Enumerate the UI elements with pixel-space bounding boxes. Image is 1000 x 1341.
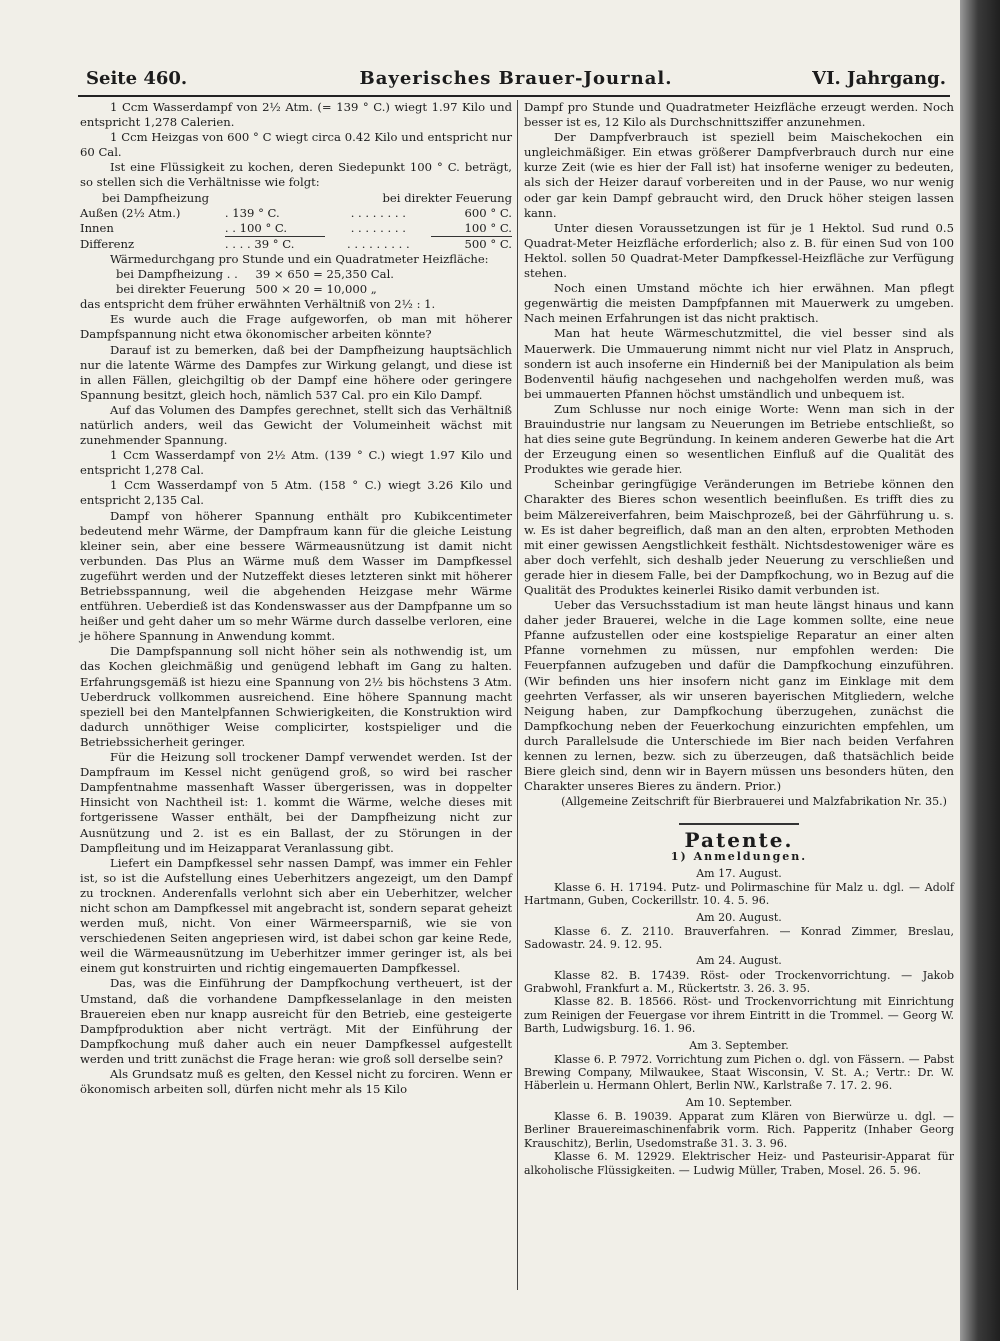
patent-date: Am 17. August. bbox=[696, 866, 782, 880]
page-number: Seite 460. bbox=[86, 68, 188, 89]
patent-date: Am 3. September. bbox=[689, 1038, 789, 1052]
paragraph: 1 Ccm Wasserdampf von 2½ Atm. (139 ° C.) wiegt 1.97 Kilo und entspricht 1,278 Cal. bbox=[80, 448, 512, 478]
fire-value: 600 ° C. bbox=[464, 205, 512, 220]
left-column bbox=[80, 100, 512, 1097]
paragraph: Der Dampfverbrauch ist speziell beim Maischekochen ein ungleichmäßiger. Ein etwas größerer Dampfverbrauch durch nur eine kurze Zeit (wie es hier der Fall ist) hat insoferne weniger zu bedeuten, als sich der Heizer darauf vorbereiten und in der Pause, wo nur wenig oder gar kein Dampf gebraucht wird, den Druck höher steigen lassen kann. bbox=[524, 130, 954, 220]
header-rule bbox=[78, 95, 950, 97]
patent-entry: Klasse 6. B. 19039. Apparat zum Klären von Bierwürze u. dgl. — Berliner Brauereimaschinenfabrik vorm. Rich. Papperitz (Inhaber Georg Krauschitz), Berlin, Usedomstraße 31. 3. 3. 96. bbox=[524, 1109, 954, 1150]
equation-label: bei Dampfheizung . . bbox=[116, 267, 238, 282]
page-edge-shadow bbox=[960, 0, 1000, 1341]
section-separator bbox=[679, 823, 799, 825]
table-row bbox=[80, 236, 512, 252]
patent-date: Am 10. September. bbox=[685, 1095, 793, 1109]
temperature-table bbox=[80, 191, 512, 252]
paragraph: Es wurde auch die Frage aufgeworfen, ob man mit höherer Dampfspannung nicht etwa ökonomischer arbeiten könnte? bbox=[80, 312, 512, 342]
paragraph: Darauf ist zu bemerken, daß bei der Dampfheizung hauptsächlich nur die latente Wärme des Dampfes zur Wirkung gelangt, und diese ist in allen Fällen, gleichgiltig ob der Dampf eine höhere oder geringere Spannung besitzt, gleich hoch, nämlich 537 Cal. pro ein Kilo Dampf. bbox=[80, 342, 512, 402]
patente-heading: Patente. bbox=[684, 828, 794, 853]
journal-title: Bayerisches Brauer-Journal. bbox=[359, 68, 673, 89]
paragraph: Liefert ein Dampfkessel sehr nassen Dampf, was immer ein Fehler ist, so ist die Aufstellung eines Ueberhitzers angezeigt, um den Dampf zu trocknen. Anderenfalls verlohnt sich aber ein Ueberhitzer, welcher nicht schon am Dampfkessel mit angebracht ist, sondern separat geheizt werden muß, nicht. Von einer Wärmeersparniß, wie sie von verschiedenen Seiten angepriesen wird, ist dabei schon gar keine Rede, weil die Wärmeausnützung im Ueberhitzer immer geringer ist, als bei einem gut konstruirten und richtig eingemauerten Dampfkessel. bbox=[80, 855, 512, 976]
volume-label: VI. Jahrgang. bbox=[812, 68, 946, 89]
table-row bbox=[80, 206, 512, 221]
equation-value: 39 × 650 = 25,350 Cal. bbox=[255, 267, 394, 282]
paragraph: 1 Ccm Heizgas von 600 ° C wiegt circa 0.42 Kilo und entspricht nur 60 Cal. bbox=[80, 130, 512, 160]
paragraph: Dampf pro Stunde und Quadratmeter Heizfläche erzeugt werden. Noch besser ist es, 12 Kilo als Durchschnittsziffer anzunehmen. bbox=[524, 100, 954, 130]
paragraph: das entspricht dem früher erwähnten Verhältniß von 2½ : 1. bbox=[80, 297, 436, 312]
patent-entry: Klasse 6. Z. 2110. Brauverfahren. — Konrad Zimmer, Breslau, Sadowastr. 24. 9. 12. 95. bbox=[524, 924, 954, 951]
paragraph: Die Dampfspannung soll nicht höher sein als nothwendig ist, um das Kochen gleichmäßig und genügend lebhaft im Gang zu halten. Erfahrungsgemäß ist hiezu eine Spannung von 2½ bis höchstens 3 Atm. Ueberdruck vollkommen ausreichend. Eine höhere Spannung macht speziell bei den Mantelpfannen Schwierigkeiten, die Konstruktion wird dadurch unnöthiger Weise complicirter, kostspieliger und die Betriebssicherheit geringer. bbox=[80, 644, 512, 749]
paragraph: Noch einen Umstand möchte ich hier erwähnen. Man pflegt gegenwärtig die meisten Dampfpfannen mit Mauerwerk zu umgeben. Nach meinen Erfahrungen ist das nicht praktisch. bbox=[524, 281, 954, 326]
steam-value: . . . . 39 ° C. bbox=[224, 236, 295, 251]
paragraph: Als Grundsatz muß es gelten, den Kessel nicht zu forciren. Wenn er ökonomisch arbeiten soll, dürfen nicht mehr als 15 Kilo bbox=[80, 1067, 512, 1097]
paragraph: 1 Ccm Wasserdampf von 2½ Atm. (= 139 ° C.) wiegt 1.97 Kilo und entspricht 1,278 Calerien. bbox=[80, 100, 512, 130]
paragraph: Ist eine Flüssigkeit zu kochen, deren Siedepunkt 100 ° C. beträgt, so stellen sich die Verhältnisse wie folgt: bbox=[80, 160, 512, 190]
page-header bbox=[86, 68, 946, 96]
patent-date: Am 20. August. bbox=[696, 910, 782, 924]
fire-value: 500 ° C. bbox=[464, 236, 512, 251]
steam-value: . . 100 ° C. bbox=[225, 221, 325, 237]
patent-entry: Klasse 6. H. 17194. Putz- und Polirmaschine für Malz u. dgl. — Adolf Hartmann, Guben, Cockerillstr. 10. 4. 5. 96. bbox=[524, 880, 954, 908]
column-divider bbox=[517, 100, 518, 1290]
heat-transfer-equations bbox=[116, 267, 404, 297]
table-header-fire: bei direkter Feuerung bbox=[382, 190, 512, 205]
paragraph: Man hat heute Wärmeschutzmittel, die viel besser sind als Mauerwerk. Die Ummauerung nimmt nicht nur viel Platz in Anspruch, sondern ist auch insoferne ein Hinderniß bei der Manipulation als beim Bodenventil häufig nachgesehen und nachgeholfen werden muß, was bei ummauerten Pfannen höchst umständlich und unbequem ist. bbox=[524, 326, 954, 401]
paragraph: Für die Heizung soll trockener Dampf verwendet werden. Ist der Dampfraum im Kessel nicht genügend groß, so wird bei rascher Dampfentnahme massenhaft Wasser übergerissen, was in doppelter Hinsicht von Nachtheil ist: 1. kommt die Wärme, welche dieses mit fortgerissene Wasser enthält, bei der Dampfheizung nicht zur Ausnützung und 2. ist es ein Ballast, der zu Störungen in der Dampfleitung und im Heizapparat Veranlassung gibt. bbox=[80, 750, 512, 855]
patent-entry: Klasse 6. M. 12929. Elektrischer Heiz- und Pasteurisir-Apparat für alkoholische Flüssigkeiten. — Ludwig Müller, Traben, Mosel. 26. 5. 96. bbox=[524, 1150, 954, 1177]
right-column bbox=[524, 100, 954, 1177]
steam-value: . 139 ° C. bbox=[224, 205, 280, 220]
paragraph: 1 Ccm Wasserdampf von 5 Atm. (158 ° C.) wiegt 3.26 Kilo und entspricht 2,135 Cal. bbox=[80, 478, 512, 508]
paragraph: Dampf von höherer Spannung enthält pro Kubikcentimeter bedeutend mehr Wärme, der Dampfraum kann für die gleiche Leistung kleiner sein, aber eine bessere Wärmeausnützung ist damit nicht verbunden. Das Plus an Wärme muß dem Wasser im Dampfkessel zugeführt werden und der Nutzeffekt dieses letzteren sinkt mit höherer Betriebsspannung, weil die abgehenden Heizgase mehr Wärme entführen. Ueberdieß ist das Kondenswasser aus der Dampfpanne um so heißer und geht daher um so mehr Wärme durch dasselbe verloren, eine je höhere Spannung in Anwendung kommt. bbox=[80, 508, 512, 644]
paragraph: Auf das Volumen des Dampfes gerechnet, stellt sich das Verhältniß natürlich anders, weil das Gewicht der Volumeinheit wächst mit zunehmender Spannung. bbox=[80, 402, 512, 448]
fire-value: 100 ° C. bbox=[431, 221, 512, 237]
row-label: Innen bbox=[80, 221, 114, 235]
paragraph: Zum Schlusse nur noch einige Worte: Wenn man sich in der Brauindustrie nur langsam zu Neuerungen im Betriebe entschließt, so hat dies seine gute Begründung. In keinem anderen Gewerbe hat die Art der Erzeugung einen so wesentlichen Einfluß auf die Qualität des Produktes wie gerade hier. bbox=[524, 401, 954, 477]
row-label: Außen (2½ Atm.) bbox=[80, 205, 181, 220]
table-header-steam: bei Dampfheizung bbox=[102, 190, 210, 205]
patent-entry: Klasse 6. P. 7972. Vorrichtung zum Pichen o. dgl. von Fässern. — Pabst Brewing Company, Milwaukee, Staat Wisconsin, V. St. A.; Vertr.: Dr. W. Häberlein u. Hermann Ohlert, Berlin NW., Karlstraße 7. 17. 2. 96. bbox=[524, 1052, 954, 1093]
leader-dots: . . . . . . . . bbox=[350, 221, 406, 235]
row-label: Differenz bbox=[80, 236, 135, 251]
paragraph: Unter diesen Voraussetzungen ist für je 1 Hektol. Sud rund 0.5 Quadrat-Meter Heizfläche erforderlich; also z. B. für einen Sud von 100 Hektol. sollen 50 Quadrat-Meter Dampfkessel-Heizfläche zur Verfügung stehen. bbox=[524, 220, 954, 281]
paragraph: Das, was die Einführung der Dampfkochung vertheuert, ist der Umstand, daß die vorhandene Dampfkesselanlage in den meisten Brauereien eben nur knapp ausreicht für den Betrieb, eine gesteigerte Dampfproduktion aber nicht verträgt. Mit der Einführung der Dampfkochung muß daher auch ein neuer Dampfkessel aufgestellt werden und tritt zunächst die Frage heran: wie groß soll derselbe sein? bbox=[80, 976, 512, 1066]
equation-value: 500 × 20 = 10,000 „ bbox=[255, 282, 377, 297]
leader-dots: . . . . . . . . . bbox=[347, 236, 410, 251]
table-row bbox=[80, 221, 512, 237]
patent-entry: Klasse 82. B. 17439. Röst- oder Trockenvorrichtung. — Jakob Grabwohl, Frankfurt a. M., Rückertstr. 3. 26. 3. 95. bbox=[524, 968, 954, 995]
anmeldungen-subheading: 1) Anmeldungen. bbox=[670, 849, 808, 863]
patent-date: Am 24. August. bbox=[696, 954, 782, 968]
paragraph: Ueber das Versuchsstadium ist man heute längst hinaus und kann daher jeder Brauerei, welche in die Lage kommen sollte, eine neue Pfanne aufzustellen oder eine kostspielige Reparatur an einer alten Pfanne vornehmen zu müssen, nur empfohlen werden: Die Feuerpfannen aufzugeben und dafür die Dampfkochung einzuführen. (Wir befinden uns hier insofern nicht ganz im Einklage mit dem geehrten Verfasser, als wir unseren bayerischen Mitgliedern, welche Neigung haben, zur Dampfkochung überzugehen, zunächst die Dampfkochung neben der Feuerkochung einzurichten empfehlen, um durch Parallelsude die Unterschiede im Bier nach beiden Verfahren kennen zu lernen, bezw. sich zu überzeugen, daß thatsächlich beide Biere gleich sind, denn wir in Bayern müssen uns besonders hüten, den Charakter unseres Bieres zu ändern. Prior.) bbox=[524, 598, 954, 794]
paragraph: Scheinbar geringfügige Veränderungen im Betriebe können den Charakter des Bieres schon wesentlich beeinflußen. Es trifft dies zu beim Mälzereiverfahren, beim Maischprozeß, bei der Gährführung u. s. w. Es ist daher begreiflich, daß man an den alten, erprobten Methoden mit einer gewissen Aengstlichkeit festhält. Nichtsdestoweniger wäre es aber doch verfehlt, sich deshalb jeder Neuerung zu verschließen und gerade hier in diesem Falle, bei der Dampfkochung, wo in Bezug auf die Qualität des Produktes keinerlei Risiko damit verbunden ist. bbox=[524, 477, 954, 597]
patent-entry: Klasse 82. B. 18566. Röst- und Trockenvorrichtung mit Einrichtung zum Reinigen der Feuergase vor ihrem Eintritt in die Trommel. — Georg W. Barth, Ludwigsburg. 16. 1. 96. bbox=[524, 995, 954, 1036]
leader-dots: . . . . . . . . bbox=[350, 205, 406, 220]
source-citation: (Allgemeine Zeitschrift für Bierbrauerei und Malzfabrikation Nr. 35.) bbox=[561, 795, 947, 809]
paragraph: Wärmedurchgang pro Stunde und ein Quadratmeter Heizfläche: bbox=[110, 251, 489, 266]
equation-label: bei direkter Feuerung bbox=[116, 282, 246, 297]
